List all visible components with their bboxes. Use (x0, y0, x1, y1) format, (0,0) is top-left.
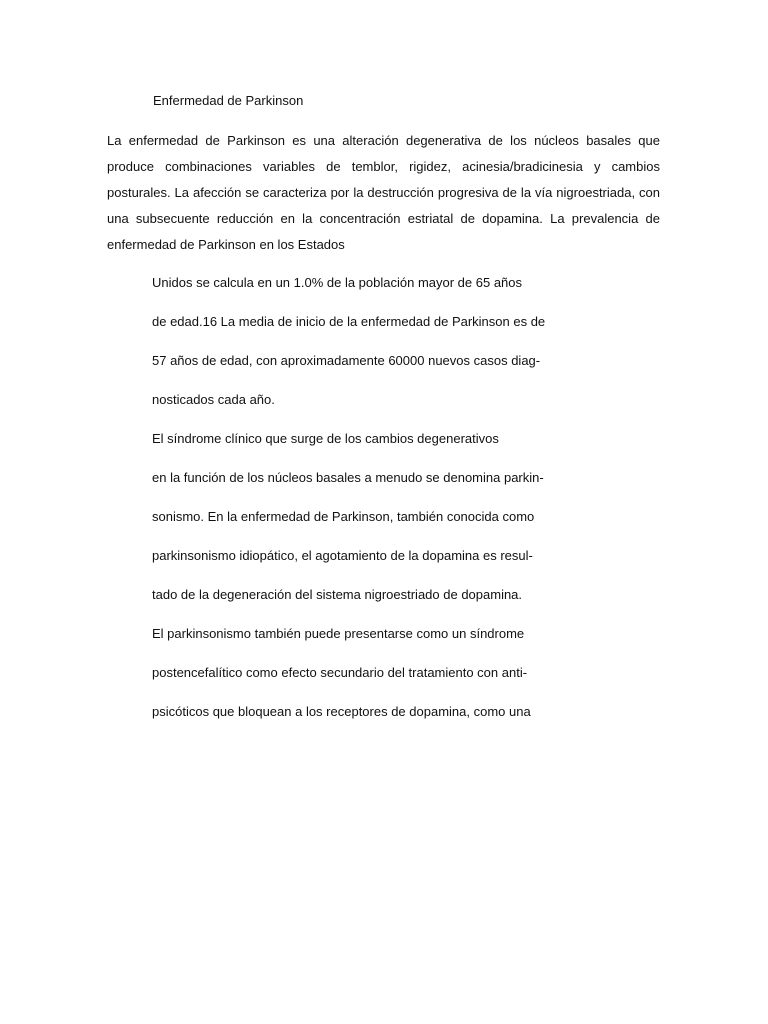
text-line: tado de la degeneración del sistema nigroestriado de dopamina. (152, 587, 523, 602)
document-title: Enfermedad de Parkinson (153, 93, 304, 108)
text-line: psicóticos que bloquean a los receptores de dopamina, como una (152, 704, 531, 719)
text-line: sonismo. En la enfermedad de Parkinson, también conocida como (152, 509, 535, 524)
text-line: en la función de los núcleos basales a menudo se denomina parkin- (152, 470, 544, 485)
text-line: nosticados cada año. (152, 392, 275, 407)
body-paragraph: La enfermedad de Parkinson es una alteración degenerativa de los núcleos basales que produce combinaciones variables de temblor, rigidez, acinesia/bradicinesia y cambios posturales. La afección se caracteriza por la destrucción progresiva de la vía nigroestriada, con una subsecuente reducción en la concentración estriatal de dopamina. La prevalencia de enfermedad de Parkinson en los Estados (107, 133, 660, 252)
text-line: parkinsonismo idiopático, el agotamiento de la dopamina es resul- (152, 548, 533, 563)
text-line: de edad.16 La media de inicio de la enfermedad de Parkinson es de (152, 314, 546, 329)
text-line: postencefalítico como efecto secundario del tratamiento con anti- (152, 665, 528, 680)
text-line: 57 años de edad, con aproximadamente 60000 nuevos casos diag- (152, 353, 541, 368)
text-line: El parkinsonismo también puede presentarse como un síndrome (152, 626, 525, 641)
text-line: El síndrome clínico que surge de los cambios degenerativos (152, 431, 499, 446)
text-line: Unidos se calcula en un 1.0% de la población mayor de 65 años (152, 275, 523, 290)
indented-lines (152, 270, 572, 738)
